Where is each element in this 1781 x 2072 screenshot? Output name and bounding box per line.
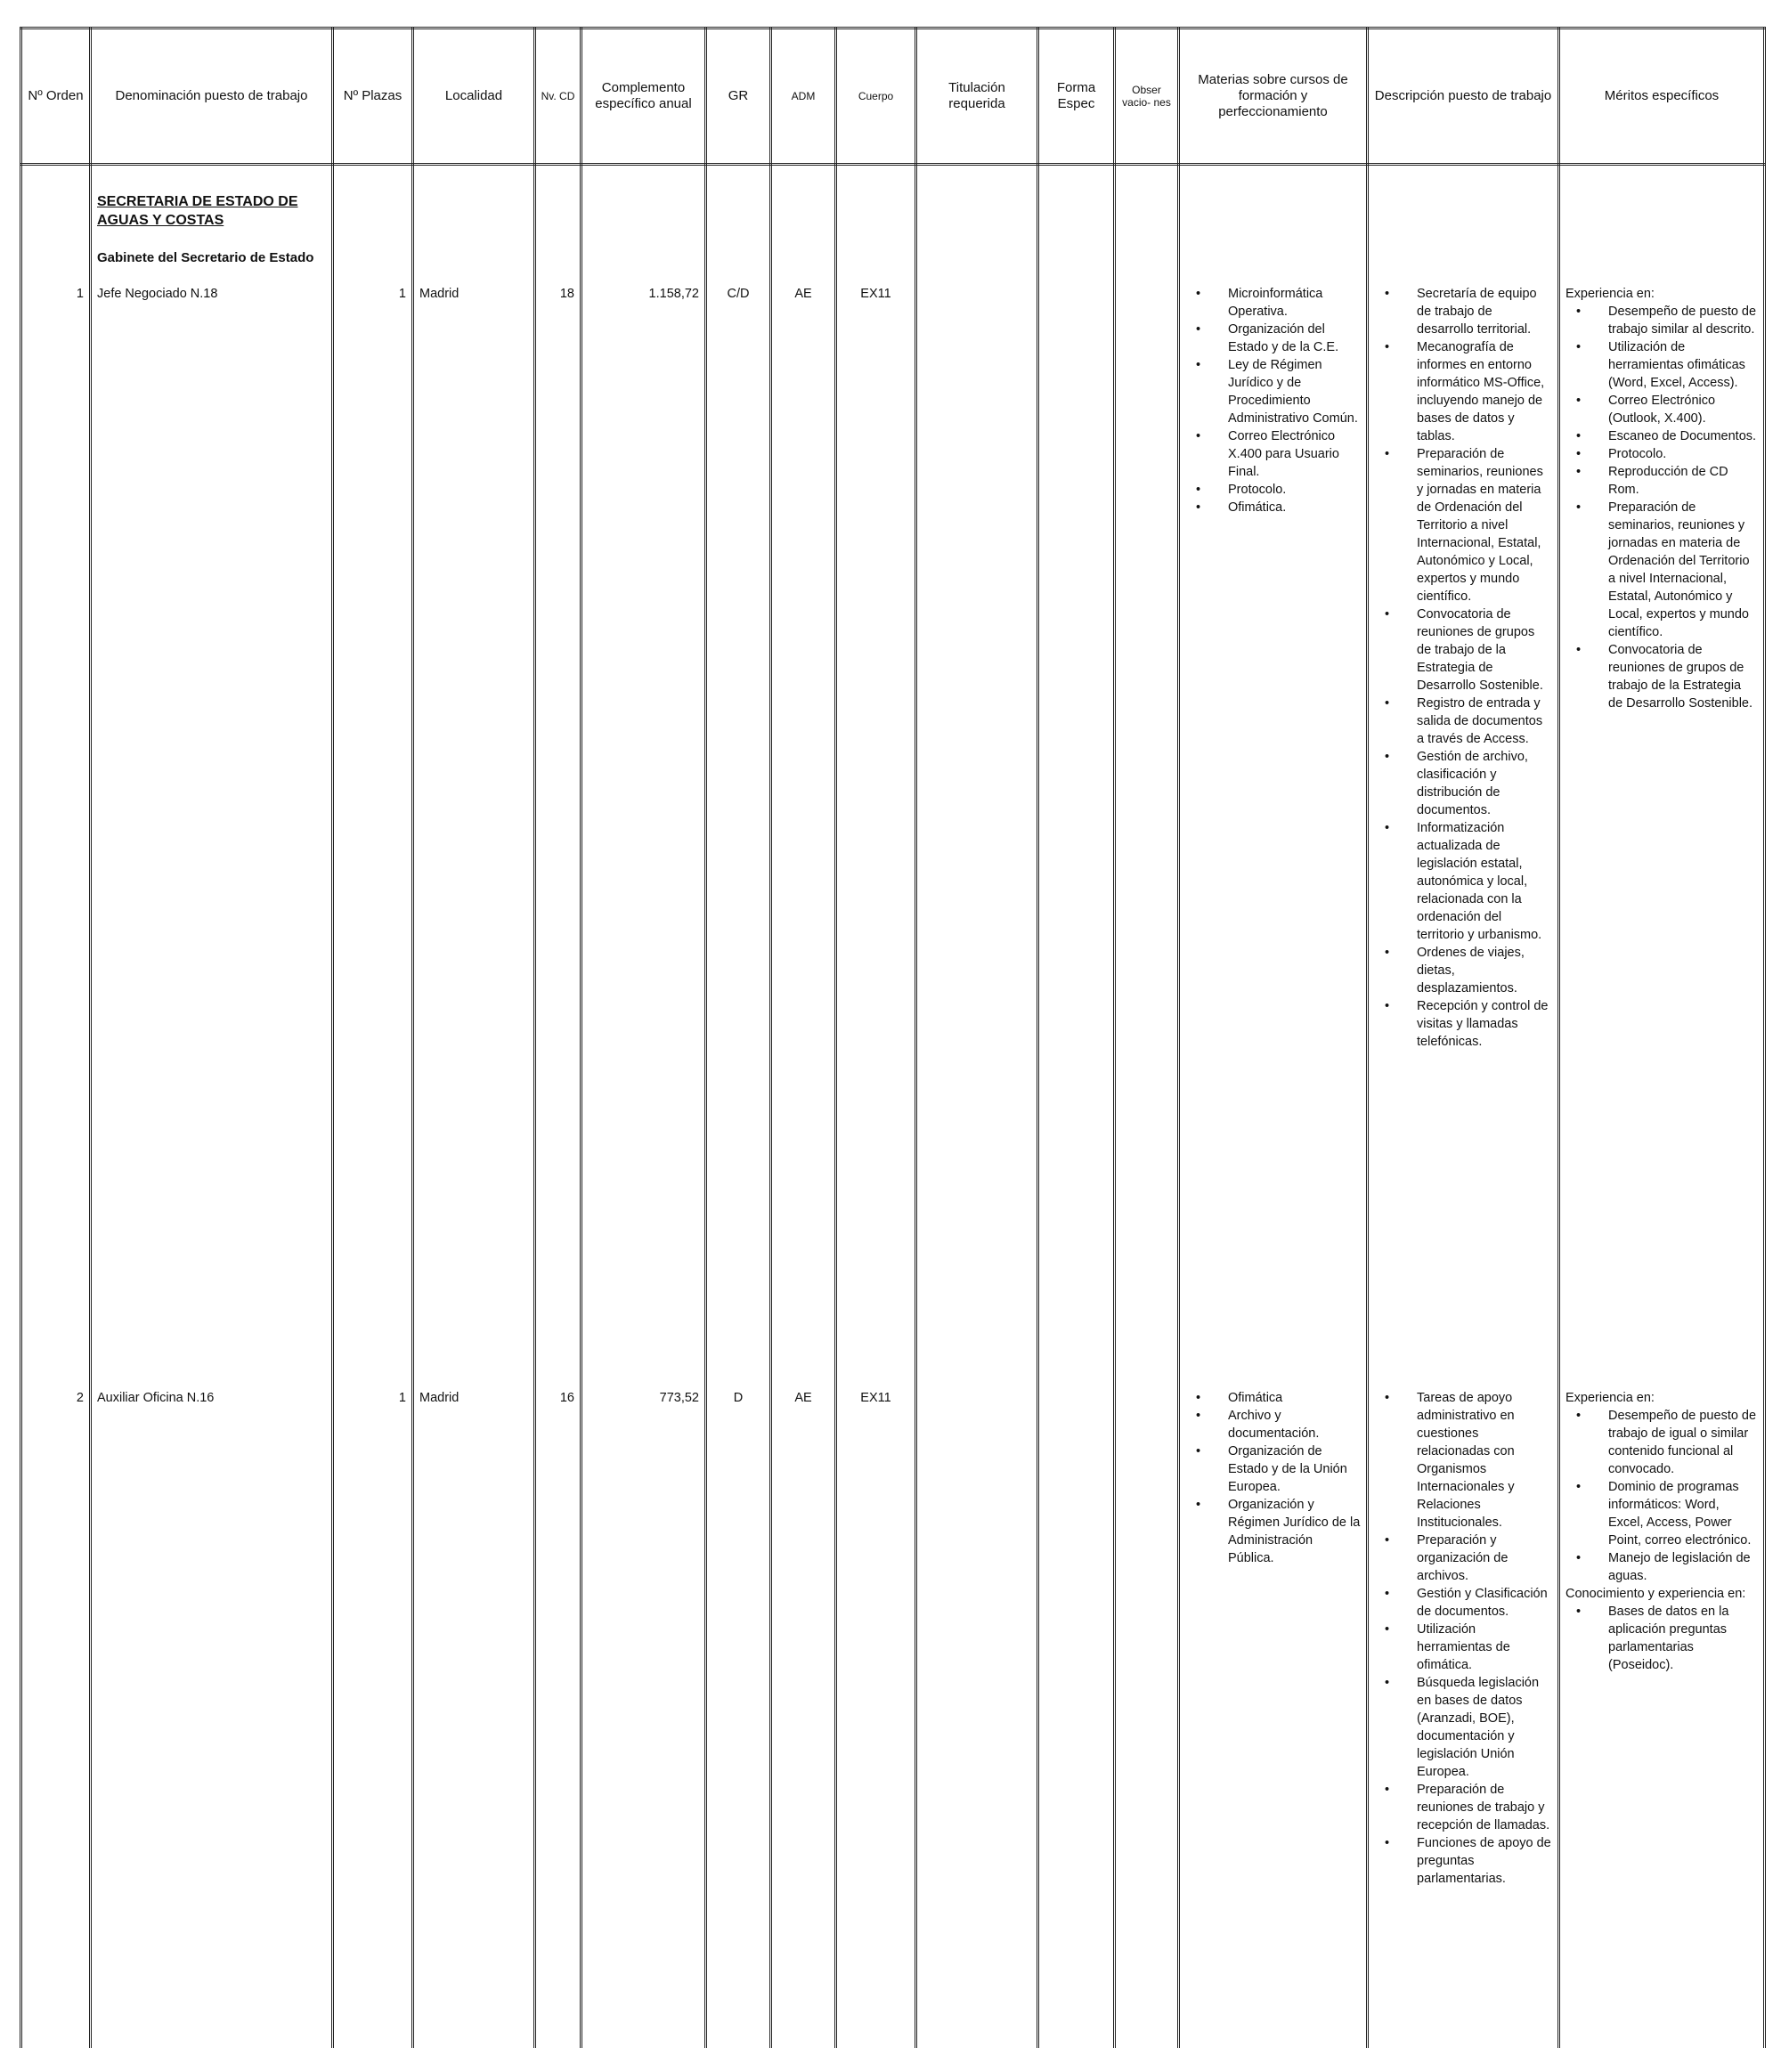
header-forma: Forma Espec [1038, 28, 1115, 165]
table-row [21, 285, 1765, 1389]
cell-complemento: 1.158,72 [581, 285, 706, 1389]
meritos-intro-2: Conocimiento y experiencia en: [1565, 1587, 1746, 1601]
list-item: • Gestión de archivo, clasificación y distribución de documentos. [1374, 748, 1552, 819]
cell-materias [1179, 1389, 1368, 2048]
list-item: • Organización y Régimen Jurídico de la Administración Pública. [1185, 1496, 1361, 1567]
header-localidad: Localidad [413, 28, 535, 165]
cell-forma [1038, 1389, 1115, 2048]
cell-orden: 1 [21, 285, 91, 1389]
cell-adm: AE [771, 285, 836, 1389]
cell-materias [1179, 285, 1368, 1389]
list-item: • Mecanografía de informes en entorno informático MS-Office, incluyendo manejo de bases de datos y tablas. [1374, 338, 1552, 445]
header-cuerpo: Cuerpo [836, 28, 916, 165]
cell-forma [1038, 285, 1115, 1389]
materias-list [1185, 285, 1361, 516]
cell-complemento: 773,52 [581, 1389, 706, 2048]
cell-descripcion [1368, 1389, 1559, 2048]
cell-localidad: Madrid [413, 1389, 535, 2048]
list-item: • Microinformática Operativa. [1185, 285, 1361, 321]
header-plazas: Nº Plazas [333, 28, 413, 165]
cell-gr: D [706, 1389, 771, 2048]
list-item: • Correo Electrónico (Outlook, X.400). [1565, 392, 1758, 427]
cell-gr: C/D [706, 285, 771, 1389]
cell-titulacion [916, 1389, 1038, 2048]
cell-titulacion [916, 285, 1038, 1389]
meritos-intro: Experiencia en: [1565, 1391, 1655, 1405]
header-gr: GR [706, 28, 771, 165]
cell-localidad: Madrid [413, 285, 535, 1389]
descripcion-list [1374, 1389, 1552, 1888]
cell-plazas: 1 [333, 285, 413, 1389]
list-item: • Funciones de apoyo de preguntas parlamentarias. [1374, 1834, 1552, 1888]
list-item: • Organización de Estado y de la Unión Europea. [1185, 1442, 1361, 1496]
list-item: • Organización del Estado y de la C.E. [1185, 321, 1361, 356]
section-title: SECRETARIA DE ESTADO DE AGUAS Y COSTAS [97, 194, 298, 228]
header-titulacion: Titulación requerida [916, 28, 1038, 165]
list-item: • Recepción y control de visitas y llamadas telefónicas. [1374, 997, 1552, 1051]
list-item: • Registro de entrada y salida de documentos a través de Access. [1374, 695, 1552, 748]
list-item: • Convocatoria de reuniones de grupos de trabajo de la Estrategia de Desarrollo Sostenible. [1565, 641, 1758, 712]
list-item: • Escaneo de Documentos. [1565, 427, 1758, 445]
cell-observaciones [1115, 1389, 1179, 2048]
list-item: • Tareas de apoyo administrativo en cuestiones relacionadas con Organismos Internacionales y Relaciones Institucionales. [1374, 1389, 1552, 1532]
list-item: • Dominio de programas informáticos: Word, Excel, Access, Power Point, correo electrónico. [1565, 1478, 1758, 1549]
header-meritos: Méritos específicos [1559, 28, 1765, 165]
header-complemento: Complemento específico anual [581, 28, 706, 165]
list-item: • Ley de Régimen Jurídico y de Procedimiento Administrativo Común. [1185, 356, 1361, 427]
list-item: • Preparación de reuniones de trabajo y recepción de llamadas. [1374, 1781, 1552, 1834]
cell-denominacion: Auxiliar Oficina N.16 [91, 1389, 333, 2048]
cell-observaciones [1115, 285, 1179, 1389]
header-observaciones: Obser vacio- nes [1115, 28, 1179, 165]
materias-list [1185, 1389, 1361, 1567]
cell-cuerpo: EX11 [836, 285, 916, 1389]
header-materias: Materias sobre cursos de formación y perfeccionamiento [1179, 28, 1368, 165]
list-item: • Preparación y organización de archivos. [1374, 1532, 1552, 1585]
list-item: • Correo Electrónico X.400 para Usuario Final. [1185, 427, 1361, 481]
meritos-list [1565, 303, 1758, 712]
meritos-intro: Experiencia en: [1565, 287, 1655, 301]
list-item: • Secretaría de equipo de trabajo de desarrollo territorial. [1374, 285, 1552, 338]
list-item: • Desempeño de puesto de trabajo similar al descrito. [1565, 303, 1758, 338]
job-table [20, 27, 1766, 2048]
list-item: • Preparación de seminarios, reuniones y jornadas en materia de Ordenación del Territorio a nivel Internacional, Estatal, Autonómico y Local, expertos y mundo científico. [1374, 445, 1552, 605]
list-item: • Manejo de legislación de aguas. [1565, 1549, 1758, 1585]
list-item: • Convocatoria de reuniones de grupos de trabajo de la Estrategia de Desarrollo Sostenible. [1374, 605, 1552, 695]
meritos-list [1565, 1407, 1758, 1585]
header-adm: ADM [771, 28, 836, 165]
meritos-list-2 [1565, 1603, 1758, 1674]
list-item: • Gestión y Clasificación de documentos. [1374, 1585, 1552, 1621]
table-header [21, 28, 1765, 165]
list-item: • Bases de datos en la aplicación preguntas parlamentarias (Poseidoc). [1565, 1603, 1758, 1674]
cell-nivel: 18 [535, 285, 581, 1389]
list-item: • Utilización de herramientas ofimáticas (Word, Excel, Access). [1565, 338, 1758, 392]
header-denominacion: Denominación puesto de trabajo [91, 28, 333, 165]
list-item: • Búsqueda legislación en bases de datos (Aranzadi, BOE), documentación y legislación Unión Europea. [1374, 1674, 1552, 1781]
cell-plazas: 1 [333, 1389, 413, 2048]
table-row [21, 1389, 1765, 2048]
list-item: • Ordenes de viajes, dietas, desplazamientos. [1374, 944, 1552, 997]
list-item: • Informatización actualizada de legislación estatal, autonómica y local, relacionada con la ordenación del territorio y urbanismo. [1374, 819, 1552, 944]
header-nivel: Nv. CD [535, 28, 581, 165]
job-listing-sheet [20, 27, 1763, 2048]
list-item: • Archivo y documentación. [1185, 1407, 1361, 1442]
cell-meritos [1559, 1389, 1765, 2048]
list-item: • Protocolo. [1565, 445, 1758, 463]
list-item: • Reproducción de CD Rom. [1565, 463, 1758, 499]
cell-cuerpo: EX11 [836, 1389, 916, 2048]
cell-meritos [1559, 285, 1765, 1389]
header-descripcion: Descripción puesto de trabajo [1368, 28, 1559, 165]
cell-orden: 2 [21, 1389, 91, 2048]
header-orden: Nº Orden [21, 28, 91, 165]
list-item: • Ofimática. [1185, 499, 1361, 516]
cell-descripcion [1368, 285, 1559, 1389]
cell-denominacion: Jefe Negociado N.18 [91, 285, 333, 1389]
list-item: • Desempeño de puesto de trabajo de igual o similar contenido funcional al convocado. [1565, 1407, 1758, 1478]
cell-adm: AE [771, 1389, 836, 2048]
list-item: • Utilización herramientas de ofimática. [1374, 1621, 1552, 1674]
list-item: • Preparación de seminarios, reuniones y jornadas en materia de Ordenación del Territorio a nivel Internacional, Estatal, Autonómico y Local, expertos y mundo científico. [1565, 499, 1758, 641]
cell-nivel: 16 [535, 1389, 581, 2048]
list-item: • Protocolo. [1185, 481, 1361, 499]
section-subtitle: Gabinete del Secretario de Estado [97, 250, 314, 265]
descripcion-list [1374, 285, 1552, 1051]
list-item: • Ofimática [1185, 1389, 1361, 1407]
